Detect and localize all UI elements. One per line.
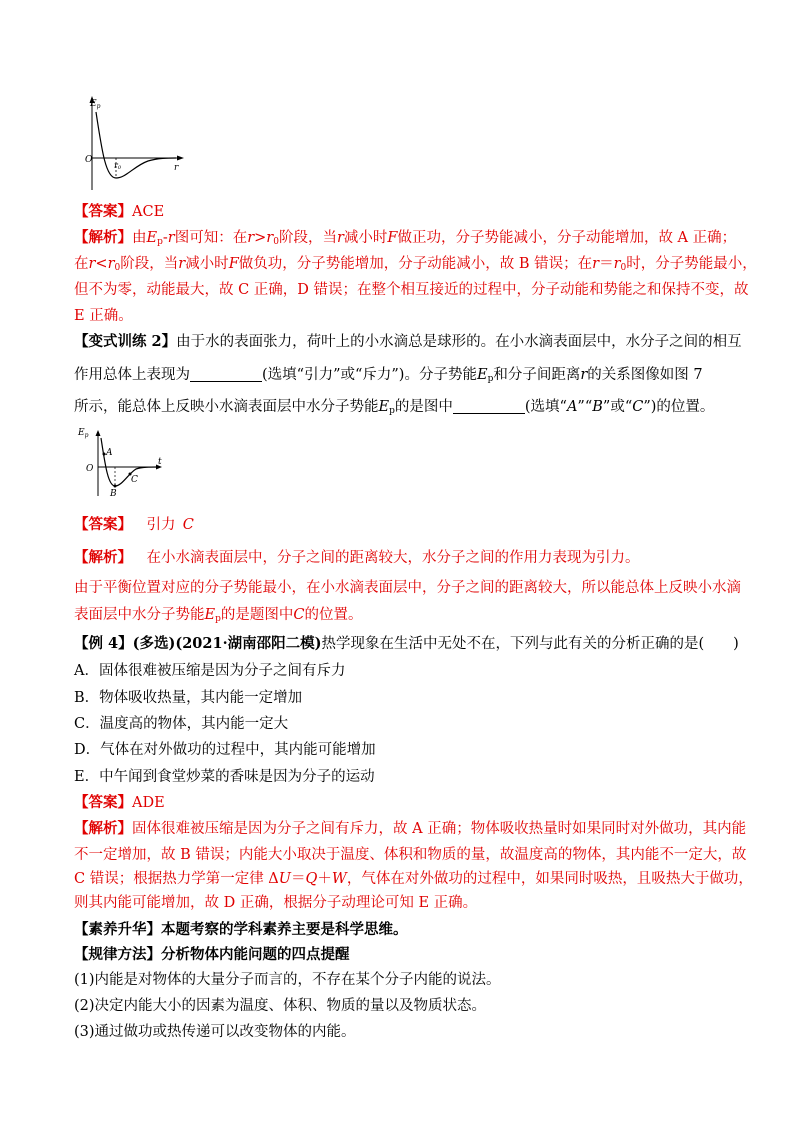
method-item-1: (1)内能是对物体的大量分子而言的，不存在某个分子内能的说法。 <box>74 972 501 988</box>
analysis-line-9: 不一定增加，故 B 错误；内能大小取决于温度、体积和物质的量，故温度高的物体，其内能不一定大，故 <box>74 847 747 863</box>
ep-r-graph <box>86 92 186 194</box>
example4-question: 【例 4】(多选)(2021·湖南邵阳二模)热学现象在生活中无处不在，下列与此有关的分析正确的是( ) <box>74 635 739 652</box>
option-e: E．中午闻到食堂炒菜的香味是因为分子的运动 <box>74 769 375 785</box>
answer-line-2: 【答案】 引力 C <box>74 516 194 533</box>
analysis-line-7: 表面层中水分子势能$E_p$的是题图中C的位置。 <box>74 607 363 624</box>
analysis-line-10: C 错误；根据热力学第一定律 ΔU＝Q＋W，气体在对外做功的过程中，如果同时吸热，且吸热大于做功， <box>74 871 753 887</box>
option-c: C．温度高的物体，其内能一定大 <box>74 716 289 732</box>
variant-line-1: 【变式训练 2】由于水的表面张力，荷叶上的小水滴总是球形的。在小水滴表面层中，水分子之间的相互 <box>74 333 742 350</box>
analysis-line-1: 【解析】由$E_p-r$图可知：在$r>r_0$阶段，当r减小时F做正功，分子势能减小，分子动能增加，故 A 正确； <box>74 229 737 247</box>
answer-line-1: 【答案】ACE <box>74 203 165 220</box>
analysis-line-8: 【解析】固体很难被压缩是因为分子之间有斥力，故 A 正确；物体吸收热量时如果同时对外做功，其内能 <box>74 820 747 837</box>
analysis-line-3: 但不为零，动能最大，故 C 正确，D 错误；在整个相互接近的过程中，分子动能和势能之和保持不变，故 <box>74 282 749 298</box>
variant-line-2: 作用总体上表现为 (选填“引力”或“斥力”)。分子势能$E_p$和分子间距离r的关系图像如图 7 <box>74 367 703 384</box>
point-a-label: A <box>106 448 113 458</box>
literacy-note: 【素养升华】本题考察的学科素养主要是科学思维。 <box>74 921 408 938</box>
ep-graph-abc <box>78 424 170 500</box>
analysis-line-4: E 正确。 <box>74 308 133 324</box>
option-a: A．固体很难被压缩是因为分子之间有斥力 <box>74 663 346 679</box>
answer-blank-2[interactable] <box>453 399 525 414</box>
option-b: B．物体吸收热量，其内能一定增加 <box>74 690 303 706</box>
origin-label: O <box>86 464 94 474</box>
point-c-label: C <box>131 475 138 485</box>
y-axis-label: $E_p$ <box>78 428 89 439</box>
analysis-line-11: 则其内能可能增加，故 D 正确，根据分子动理论可知 E 正确。 <box>74 895 478 911</box>
answer-line-3: 【答案】ADE <box>74 794 165 811</box>
method-item-2: (2)决定内能大小的因素为温度、体积、物质的量以及物质状态。 <box>74 998 487 1014</box>
variant-line-3: 所示，能总体上反映小水滴表面层中水分子势能$E_p$的是图中 (选填“A”“B”或“C”)的位置。 <box>74 399 715 416</box>
method-item-3: (3)通过做功或热传递可以改变物体的内能。 <box>74 1024 356 1040</box>
option-d: D．气体在对外做功的过程中，其内能可能增加 <box>74 742 376 758</box>
analysis-line-5: 【解析】 在小水滴表面层中，分子之间的距离较大，水分子之间的作用力表现为引力。 <box>74 549 640 566</box>
answer-blank-1[interactable] <box>190 367 262 382</box>
r0-label: r0 <box>114 161 122 171</box>
analysis-line-2: 在$r<r_0$阶段，当r减小时F做负功，分子势能增加，分子动能减小，故 B 错误；在$r=r_0$时，分子势能最小， <box>74 256 757 273</box>
method-heading: 【规律方法】分析物体内能问题的四点提醒 <box>74 946 350 963</box>
x-axis-label: t <box>158 457 162 467</box>
point-b-label: B <box>110 489 117 499</box>
y-axis-label: $E_p$ <box>90 99 101 110</box>
analysis-line-6: 由于平衡位置对应的分子势能最小，在小水滴表面层中，分子之间的距离较大，所以能总体上反映小水滴 <box>74 580 741 596</box>
origin-label: O <box>85 155 93 165</box>
x-axis-label: r <box>174 163 179 173</box>
